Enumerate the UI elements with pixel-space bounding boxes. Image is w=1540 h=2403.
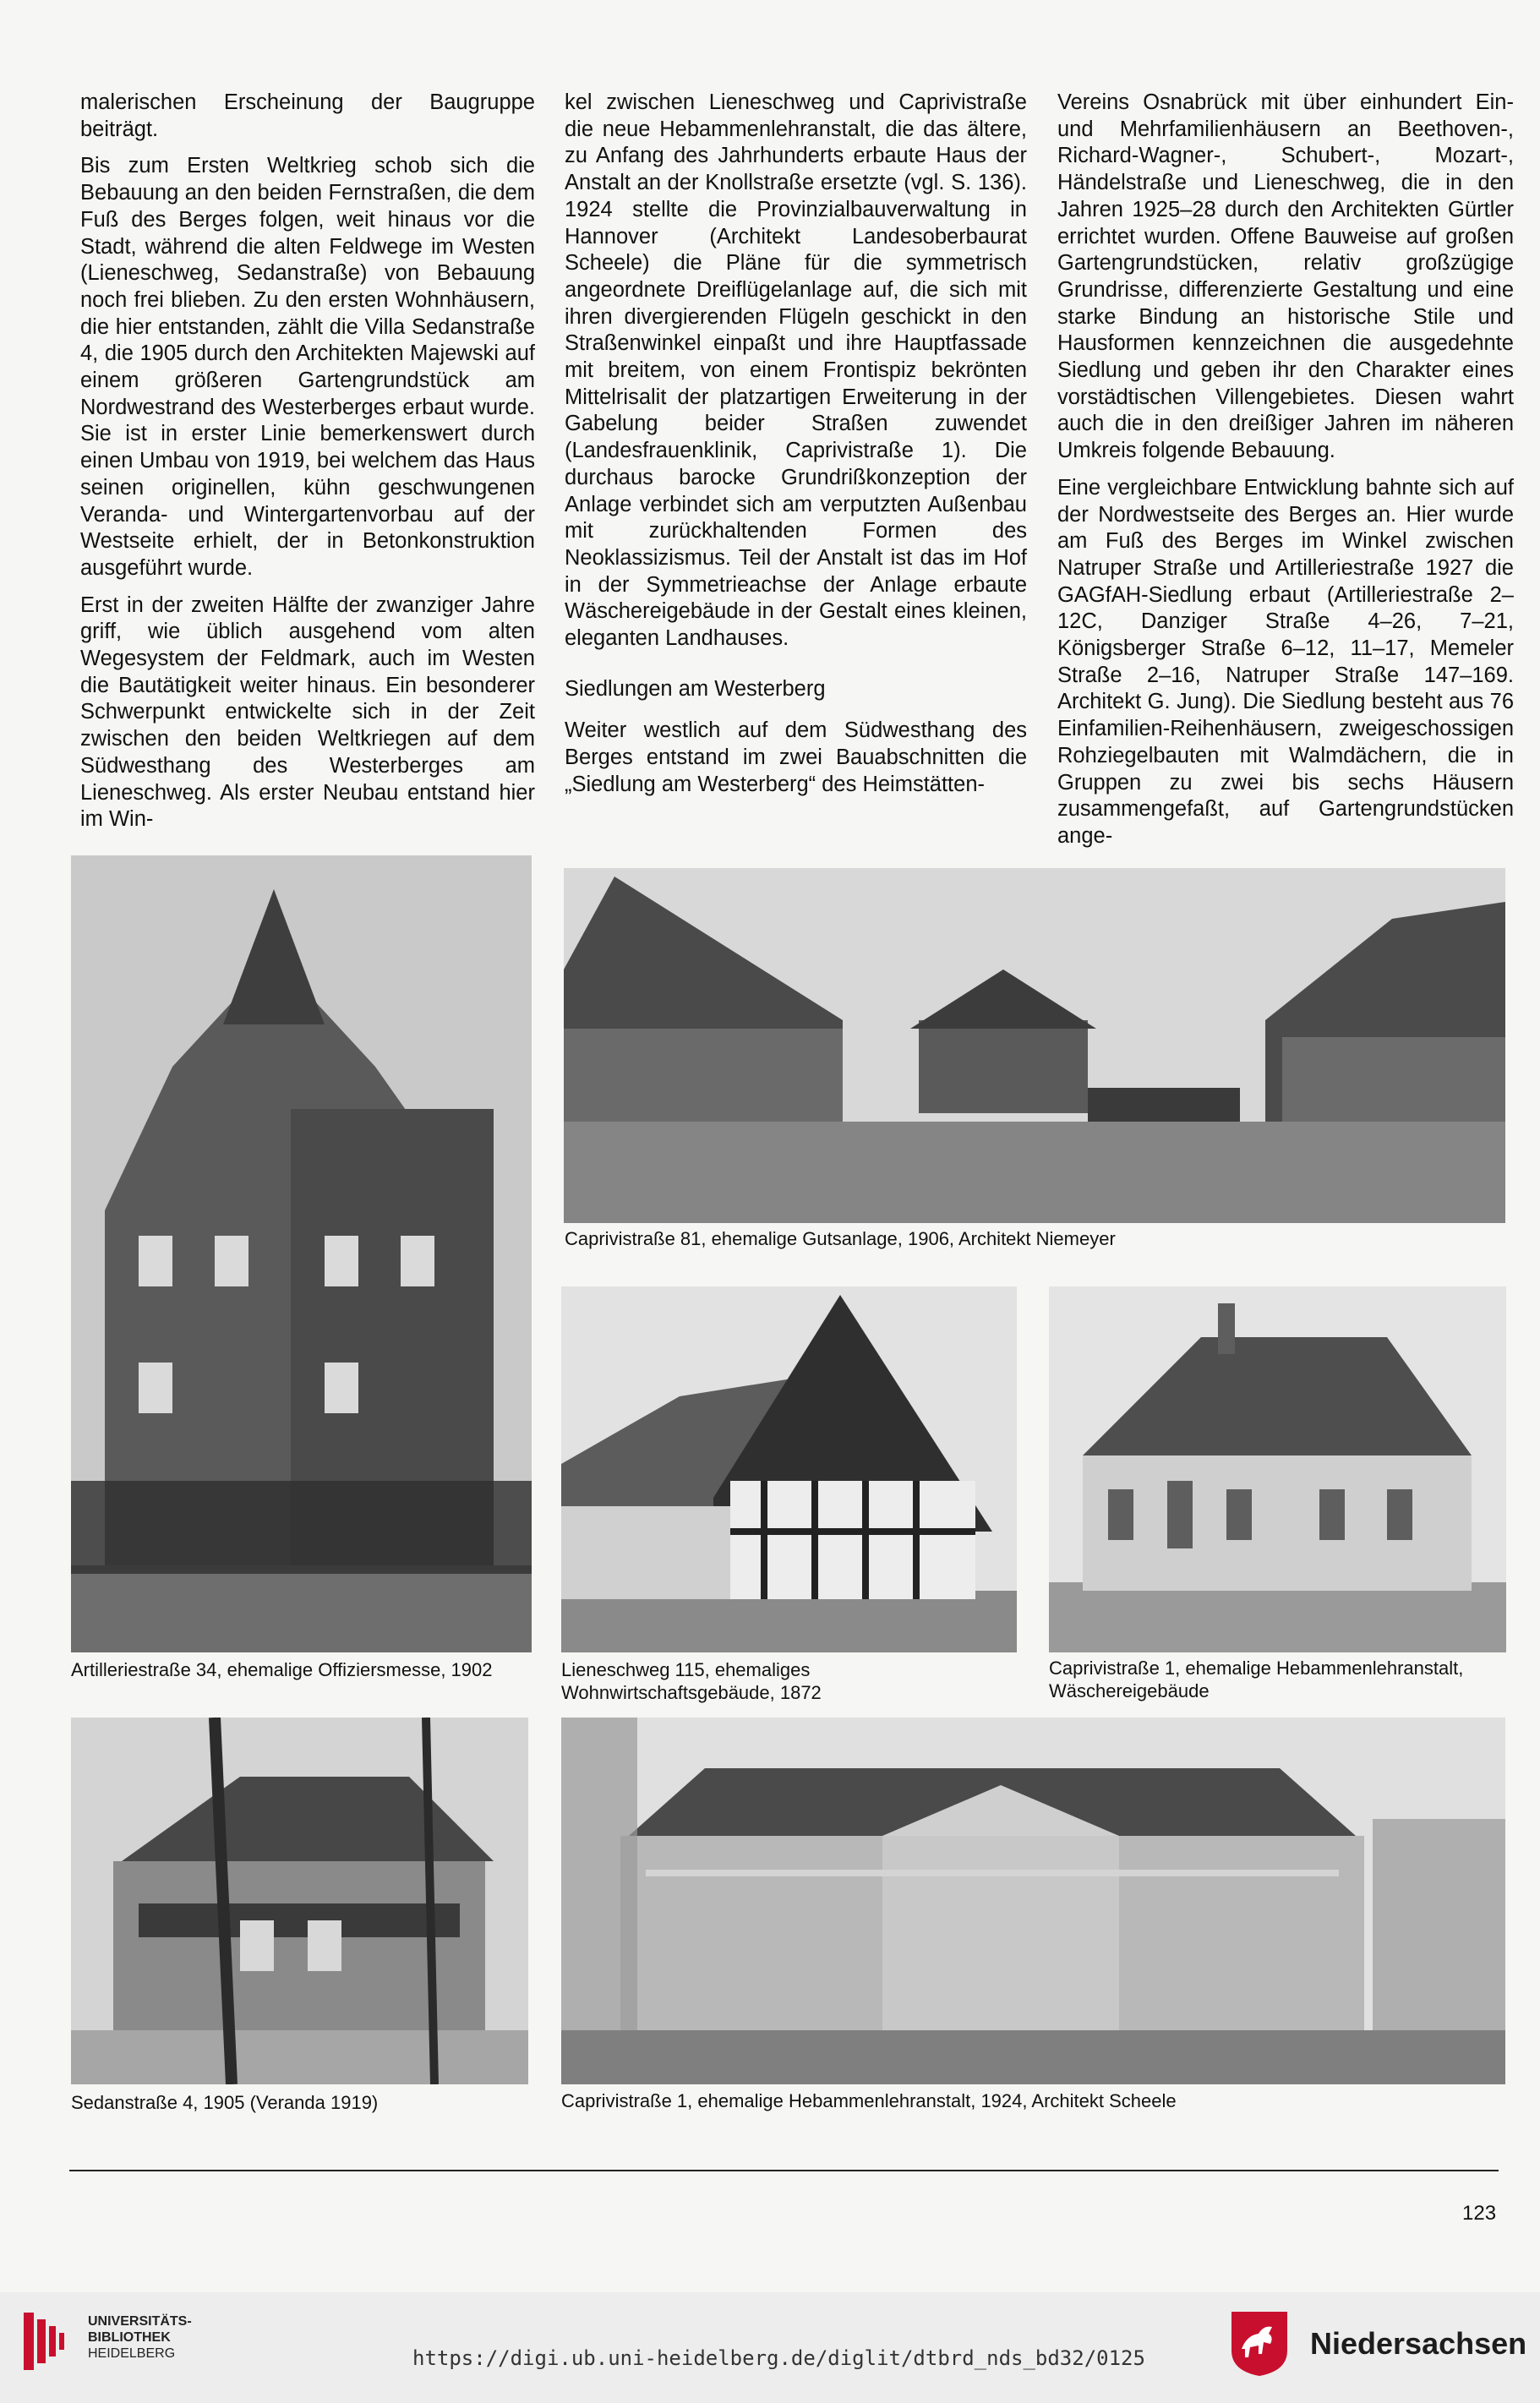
- library-line: UNIVERSITÄTS-: [88, 2314, 192, 2329]
- paragraph: kel zwischen Lieneschweg und Caprivistraße die neue Hebammenlehranstalt, die das ältere, zu Anfang des Jahrhunderts erbaute Haus der Anstalt an der Knollstraße ersetzte (vgl. S. 136). 1924 stellte die Provinzialbauverwaltung in Hannover (Architekt Landesoberbaurat Scheele) die Pläne für die symmetrisch angeordnete Dreiflügelanlage auf, die sich mit ihren divergierenden Flügeln geschickt in den Straßenwinkel einpaßt und ihre Hauptfassade mit breitem, von einem Frontispiz bekrönten Mittelrisalit der platzartigen Erweiterung in der Gabelung beider Straßen zuwendet (Landesfrauenklinik, Caprivistraße 1). Die durchaus barocke Grundrißkonzeption der Anlage verbindet sich am verputzten Außenbau mit zurückhaltenden Formen des Neoklassizismus. Teil der Anstalt ist das im Hof in der Symmetrieachse der Anlage erbaute Wäschereigebäude in der Gestalt eines kleinen, eleganten Landhauses.: [565, 90, 1027, 651]
- caption: Artilleriestraße 34, ehemalige Offiziersmesse, 1902: [71, 1659, 493, 1680]
- paragraph: Weiter westlich auf dem Südwesthang des Berges entstand im zwei Bauabschnitten die „Siedlung am Westerberg“ des Heimstätten-: [565, 718, 1027, 796]
- photo-lieneschweg: [561, 1286, 1017, 1652]
- university-library-logo-icon[interactable]: [19, 2307, 71, 2375]
- photo-offiziersmesse: [71, 855, 532, 1652]
- paragraph: Eine vergleichbare Entwicklung bahnte sich auf der Nordwestseite des Berges an. Hier wurde am Fuß des Berges im Winkel zwischen Natruper Straße und Artilleriestraße 1927 die GAGfAH-Siedlung erbaut (Artilleriestraße 2–12C, Danziger Straße 4–26, 7–21, Königsberger Straße 6–12, 11–17, Memeler Straße 2–16, Natruper Straße 147–169. Architekt G. Jung). Die Siedlung besteht aus 76 Einfamilien-Reihenhäusern, zweigeschossigen Rohziegelbauten mit Walmdächern, die in Gruppen zu zwei bis sechs Häusern zusammengefaßt, auf Gartengrundstücken ange-: [1057, 475, 1514, 848]
- paragraph: Erst in der zweiten Hälfte der zwanziger Jahre griff, wie üblich ausgehend vom alten Wegesystem der Feldmark, auch im Westen die Bautätigkeit weiter hinaus. Ein besonderer Schwerpunkt entwickelte sich in der Zeit zwischen den beiden Weltkriegen auf dem Südwesthang des Westerberges am Lieneschweg. Als erster Neubau entstand hier im Win-: [80, 593, 535, 832]
- photo-waescherei: [1049, 1286, 1506, 1652]
- paragraph: malerischen Erscheinung der Baugruppe beiträgt.: [80, 90, 535, 141]
- niedersachsen-horse-icon[interactable]: [1230, 2310, 1289, 2378]
- state-name[interactable]: Niedersachsen: [1310, 2326, 1527, 2361]
- library-line: HEIDELBERG: [88, 2346, 176, 2361]
- page-number: 123: [1462, 2202, 1497, 2225]
- caption: Caprivistraße 1, ehemalige Hebammenlehranstalt, 1924, Architekt Scheele: [561, 2090, 1177, 2111]
- permalink-url[interactable]: https://digi.ub.uni-heidelberg.de/diglit/dtbrd_nds_bd32/0125: [412, 2346, 1145, 2370]
- photo-hebammenlehranstalt: [561, 1718, 1505, 2084]
- caption: Caprivistraße 81, ehemalige Gutsanlage, 1906, Architekt Niemeyer: [565, 1228, 1116, 1249]
- text-column-left: [80, 90, 535, 844]
- photo-sedanstrasse: [71, 1718, 528, 2084]
- text-column-middle: [565, 90, 1027, 809]
- university-library-name[interactable]: [88, 2313, 192, 2362]
- photo-gutsanlage: [564, 868, 1505, 1223]
- caption: Lieneschweg 115, ehemaliges Wohnwirtschaftsgebäude, 1872: [561, 1659, 822, 1703]
- section-heading: Siedlungen am Westerberg: [565, 676, 826, 701]
- caption: Sedanstraße 4, 1905 (Veranda 1919): [71, 2092, 379, 2113]
- text-column-right: [1057, 90, 1514, 860]
- library-line: BIBLIOTHEK: [88, 2330, 171, 2345]
- paragraph: Bis zum Ersten Weltkrieg schob sich die Bebauung an den beiden Fernstraßen, die dem Fuß des Berges folgen, weit hinaus vor die Stadt, während die alten Feldwege im Westen (Lieneschweg, Sedanstraße) von Bebauung noch frei blieben. Zu den ersten Wohnhäusern, die hier entstanden, zählt die Villa Sedanstraße 4, die 1905 durch den Architekten Majewski auf einem größeren Gartengrundstück am Nordwestrand des Westerberges erbaut wurde. Sie ist in erster Linie bemerkenswert durch einen Umbau von 1919, bei welchem das Haus seinen originellen, kühn geschwungenen Veranda- und Wintergartenvorbau auf der Westseite erhielt, der in Betonkonstruktion ausgeführt wurde.: [80, 154, 535, 580]
- paragraph: Vereins Osnabrück mit über einhundert Ein- und Mehrfamilienhäusern an Beethoven-, Richard-Wagner-, Schubert-, Mozart-, Händelstraße und Lieneschweg, die in den Jahren 1925–28 durch den Architekten Gürtler errichtet wurden. Offene Bauweise auf großen Gartengrundstücken, relativ großzügige Grundrisse, differenzierte Gestaltung und eine starke Bindung an historische Stile und Hausformen kennzeichnen die ausgedehnte Siedlung und geben ihr den Charakter eines vorstädtischen Villengebietes. Diesen wahrt auch die in den dreißiger Jahren im näheren Umkreis folgende Bebauung.: [1057, 90, 1514, 463]
- caption: Caprivistraße 1, ehemalige Hebammenlehranstalt, Wäschereigebäude: [1049, 1658, 1464, 1701]
- divider: [69, 2170, 1499, 2171]
